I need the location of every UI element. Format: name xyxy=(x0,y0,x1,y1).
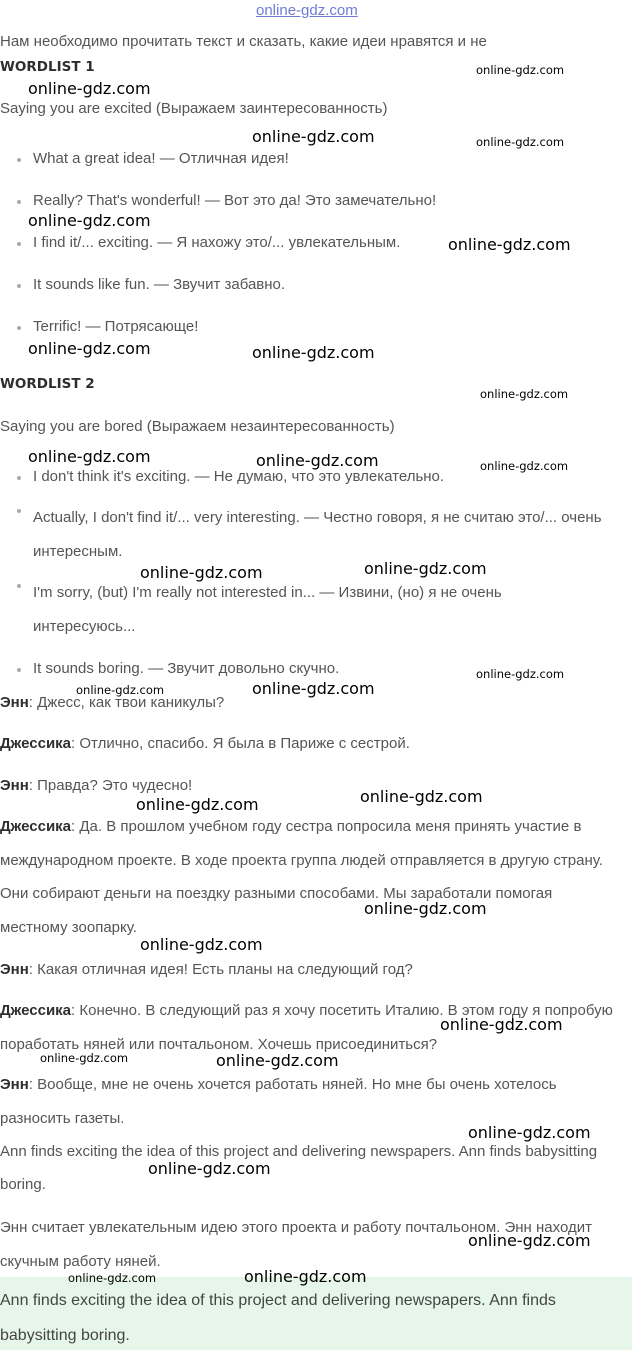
watermark: online-gdz.com xyxy=(28,79,151,98)
wordlist1-subtitle: Saying you are excited (Выражаем заинтересованность) xyxy=(0,100,388,117)
wordlist1-item: It sounds like fun. — Звучит забавно. xyxy=(33,276,286,293)
watermark: online-gdz.com xyxy=(364,899,487,918)
speaker-name: Энн xyxy=(0,961,29,978)
wordlist1-item: I find it/... exciting. — Я нахожу это/... увлекательным. xyxy=(33,234,401,251)
watermark: online-gdz.com xyxy=(28,211,151,230)
dialogue-line xyxy=(0,961,413,978)
dialogue-line xyxy=(0,735,410,752)
intro-text: Нам необходимо прочитать текст и сказать, какие идеи нравятся и не xyxy=(0,33,487,50)
dialogue-text: : Отлично, спасибо. Я была в Париже с сестрой. xyxy=(71,735,410,752)
dialogue-text: : Да. В прошлом учебном году сестра попросила меня принять участие в международном проекте. В ходе проекта группа людей отправляется в другую страну. Они собирают деньги на поездку разными способами. Мы заработали помогая местному зоопарку. xyxy=(0,818,603,936)
dialogue-text: : Какая отличная идея! Есть планы на следующий год? xyxy=(28,961,413,978)
dialogue-text: : Правда? Это чудесно! xyxy=(28,777,193,794)
wordlist1-item: Really? That's wonderful! — Вот это да! Это замечательно! xyxy=(33,192,437,209)
watermark: online-gdz.com xyxy=(140,563,263,582)
dialogue-text: : Конечно. В следующий раз я хочу посетить Италию. В этом году я попробую поработать няней или почтальоном. Хочешь присоединиться? xyxy=(0,1002,613,1053)
dialogue-text: : Джесс, как твои каникулы? xyxy=(28,694,225,711)
speaker-name: Джессика xyxy=(0,735,72,752)
watermark: online-gdz.com xyxy=(252,343,375,362)
watermark: online-gdz.com xyxy=(448,235,571,254)
summary-english: Ann finds exciting the idea of this project and delivering newspapers. Ann finds babysitting boring. xyxy=(0,1143,598,1193)
watermark: online-gdz.com xyxy=(140,935,263,954)
speaker-name: Энн xyxy=(0,777,29,794)
wordlist2-item: Actually, I don't find it/... very interesting. — Честно говоря, я не считаю это/... очень интересным. xyxy=(33,501,632,568)
wordlist2-title: WORDLIST 2 xyxy=(0,376,95,392)
wordlist1-title: WORDLIST 1 xyxy=(0,59,95,75)
watermark: online-gdz.com xyxy=(28,339,151,358)
speaker-name: Джессика xyxy=(0,818,72,835)
watermark: online-gdz.com xyxy=(76,683,165,697)
wordlist2-item: It sounds boring. — Звучит довольно скучно. xyxy=(33,660,340,677)
wordlist2-subtitle: Saying you are bored (Выражаем незаинтересованность) xyxy=(0,418,395,435)
wordlist2-item: I'm sorry, (but) I'm really not interested in... — Извини, (но) я не очень интересуюсь... xyxy=(33,576,593,643)
site-header-link[interactable]: online-gdz.com xyxy=(256,2,358,19)
watermark: online-gdz.com xyxy=(256,451,379,470)
watermark: online-gdz.com xyxy=(252,127,375,146)
watermark: online-gdz.com xyxy=(476,135,565,149)
watermark: online-gdz.com xyxy=(68,1271,157,1285)
answer-text: Ann finds exciting the idea of this project and delivering newspapers. Ann finds babysitting boring. xyxy=(0,1292,556,1344)
speaker-name: Джессика xyxy=(0,1002,72,1019)
wordlist1-item: Terrific! — Потрясающе! xyxy=(33,318,199,335)
dialogue-line xyxy=(0,810,615,944)
watermark: online-gdz.com xyxy=(476,63,565,77)
wordlist1-item: What a great idea! — Отличная идея! xyxy=(33,150,289,167)
speaker-name: Энн xyxy=(0,1076,29,1093)
watermark: online-gdz.com xyxy=(136,795,259,814)
watermark: online-gdz.com xyxy=(468,1231,591,1250)
watermark: online-gdz.com xyxy=(244,1267,367,1286)
watermark: online-gdz.com xyxy=(468,1123,591,1142)
watermark: online-gdz.com xyxy=(252,679,375,698)
watermark: online-gdz.com xyxy=(440,1015,563,1034)
dialogue-text: : Вообще, мне не очень хочется работать няней. Но мне бы очень хотелось разносить газеты. xyxy=(0,1076,557,1127)
summary-russian: Энн считает увлекательным идею этого проекта и работу почтальоном. Энн находит скучным работу няней. xyxy=(0,1219,592,1270)
watermark: online-gdz.com xyxy=(476,667,565,681)
speaker-name: Энн xyxy=(0,694,29,711)
wordlist2-item: I don't think it's exciting. — Не думаю, что это увлекательно. xyxy=(33,468,445,485)
watermark: online-gdz.com xyxy=(360,787,483,806)
watermark: online-gdz.com xyxy=(364,559,487,578)
watermark: online-gdz.com xyxy=(216,1051,339,1070)
watermark: online-gdz.com xyxy=(480,387,569,401)
watermark: online-gdz.com xyxy=(148,1159,271,1178)
watermark: online-gdz.com xyxy=(480,459,569,473)
watermark: online-gdz.com xyxy=(40,1051,129,1065)
dialogue-line xyxy=(0,777,192,794)
watermark: online-gdz.com xyxy=(28,447,151,466)
